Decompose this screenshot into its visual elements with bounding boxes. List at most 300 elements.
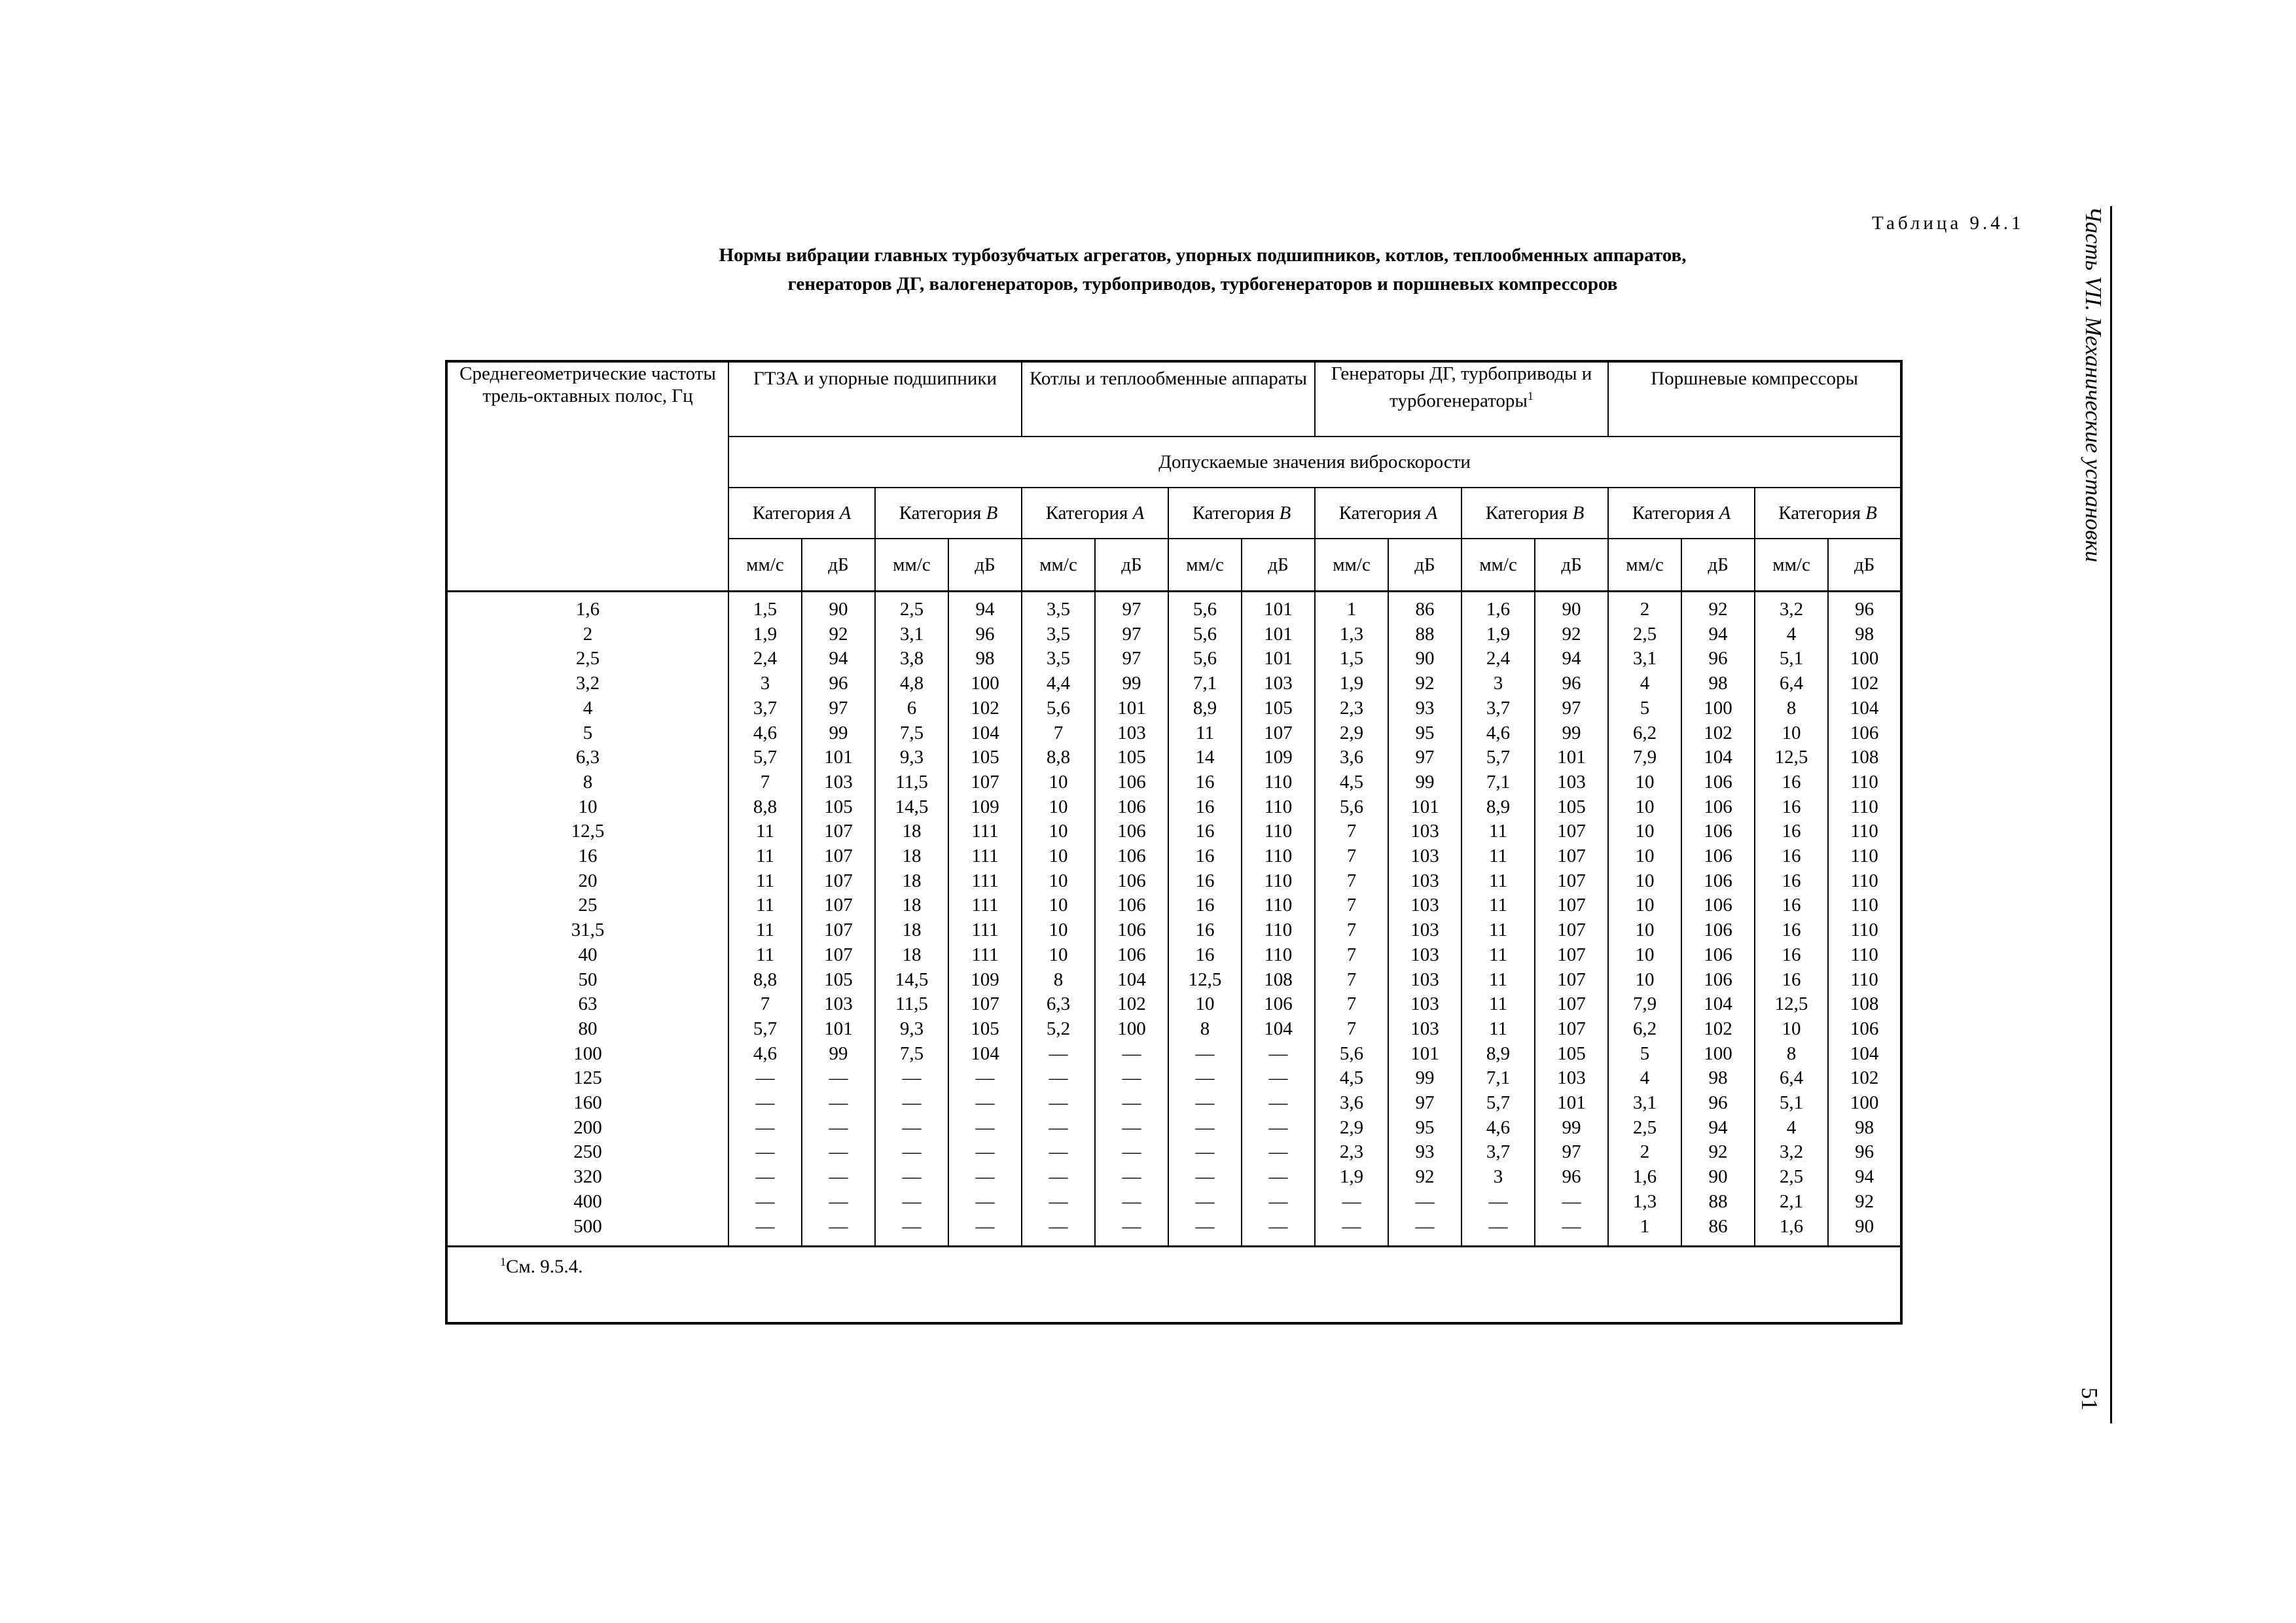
table-body — [446, 592, 1901, 1247]
frequency-cell: 12,5 — [446, 819, 728, 844]
table-row — [446, 1215, 1901, 1247]
value-cell: 18 — [875, 943, 948, 968]
value-cell: — — [1168, 1165, 1242, 1190]
unit-header: мм/с — [1608, 539, 1681, 592]
unit-header: дБ — [1242, 539, 1315, 592]
unit-header: мм/с — [875, 539, 948, 592]
category-header: Категория A — [1315, 488, 1462, 539]
value-cell: 109 — [948, 968, 1022, 993]
value-cell: 102 — [948, 696, 1022, 721]
table-title — [452, 241, 1954, 298]
value-cell: — — [1022, 1165, 1095, 1190]
value-cell: 11 — [1462, 893, 1535, 918]
header-row-groups — [446, 361, 1901, 437]
value-cell: 92 — [1681, 1140, 1755, 1165]
frequency-cell: 31,5 — [446, 918, 728, 943]
value-cell: — — [875, 1116, 948, 1141]
table-row — [446, 1042, 1901, 1067]
value-cell: 104 — [948, 721, 1022, 746]
value-cell: — — [1315, 1190, 1388, 1215]
value-cell: — — [802, 1215, 875, 1247]
value-cell: 12,5 — [1755, 992, 1828, 1017]
value-cell: 7,1 — [1462, 770, 1535, 795]
table-row — [446, 721, 1901, 746]
value-cell: 4,6 — [728, 721, 802, 746]
frequency-cell: 4 — [446, 696, 728, 721]
value-cell: 2,3 — [1315, 696, 1388, 721]
value-cell: 104 — [948, 1042, 1022, 1067]
value-cell: 16 — [1168, 844, 1242, 869]
value-cell: 100 — [1828, 647, 1901, 671]
value-cell: 3,7 — [728, 696, 802, 721]
value-cell: — — [728, 1091, 802, 1116]
value-cell: 5,7 — [1462, 745, 1535, 770]
value-cell: 90 — [1828, 1215, 1901, 1247]
value-cell: 6,2 — [1608, 721, 1681, 746]
value-cell: 94 — [802, 647, 875, 671]
value-cell: 5,6 — [1022, 696, 1095, 721]
value-cell: 10 — [1022, 844, 1095, 869]
value-cell: — — [1022, 1066, 1095, 1091]
value-cell: 92 — [802, 622, 875, 647]
value-cell: 106 — [1828, 1017, 1901, 1042]
value-cell: — — [1022, 1190, 1095, 1215]
value-cell: — — [948, 1190, 1022, 1215]
value-cell: 107 — [1535, 819, 1608, 844]
value-cell: 8,9 — [1462, 795, 1535, 820]
value-cell: 5,7 — [728, 745, 802, 770]
value-cell: 101 — [1388, 1042, 1462, 1067]
unit-header: мм/с — [1315, 539, 1388, 592]
value-cell: 96 — [1535, 671, 1608, 696]
value-cell: 93 — [1388, 1140, 1462, 1165]
value-cell: 10 — [1022, 869, 1095, 894]
frequency-cell: 100 — [446, 1042, 728, 1067]
value-cell: 2,5 — [1608, 1116, 1681, 1141]
value-cell: 107 — [1242, 721, 1315, 746]
value-cell: 103 — [1388, 918, 1462, 943]
value-cell: 107 — [802, 869, 875, 894]
value-cell: — — [1095, 1140, 1168, 1165]
value-cell: 110 — [1242, 918, 1315, 943]
value-cell: 96 — [1681, 647, 1755, 671]
value-cell: 8 — [1168, 1017, 1242, 1042]
value-cell: 106 — [1681, 770, 1755, 795]
value-cell: 110 — [1242, 893, 1315, 918]
table-row — [446, 745, 1901, 770]
value-cell: 10 — [1022, 893, 1095, 918]
value-cell: 101 — [1242, 647, 1315, 671]
margin-rule — [2110, 206, 2112, 1423]
value-cell: 1,9 — [1315, 671, 1388, 696]
value-cell: 1,9 — [728, 622, 802, 647]
value-cell: 10 — [1608, 918, 1681, 943]
value-cell: 1,5 — [1315, 647, 1388, 671]
table-row — [446, 1091, 1901, 1116]
value-cell: 6,4 — [1755, 1066, 1828, 1091]
value-cell: 16 — [1168, 770, 1242, 795]
table-row — [446, 1165, 1901, 1190]
value-cell: 103 — [1388, 844, 1462, 869]
value-cell: 1,3 — [1315, 622, 1388, 647]
value-cell: 7,1 — [1462, 1066, 1535, 1091]
value-cell: 111 — [948, 844, 1022, 869]
value-cell: 2,4 — [1462, 647, 1535, 671]
value-cell: 100 — [1681, 1042, 1755, 1067]
value-cell: — — [1242, 1116, 1315, 1141]
value-cell: 103 — [1242, 671, 1315, 696]
value-cell: 5,6 — [1168, 622, 1242, 647]
table-row — [446, 671, 1901, 696]
value-cell: 11,5 — [875, 992, 948, 1017]
category-header: Категория A — [1022, 488, 1168, 539]
value-cell: 108 — [1242, 968, 1315, 993]
value-cell: 11 — [1462, 1017, 1535, 1042]
value-cell: 99 — [1535, 721, 1608, 746]
value-cell: 97 — [1095, 592, 1168, 622]
value-cell: 10 — [1608, 795, 1681, 820]
value-cell: 99 — [1388, 770, 1462, 795]
value-cell: 111 — [948, 918, 1022, 943]
value-cell: — — [1095, 1165, 1168, 1190]
value-cell: 105 — [1242, 696, 1315, 721]
value-cell: 1,3 — [1608, 1190, 1681, 1215]
value-cell: 99 — [1535, 1116, 1608, 1141]
value-cell: 107 — [1535, 844, 1608, 869]
value-cell: 7,9 — [1608, 992, 1681, 1017]
value-cell: 11 — [728, 819, 802, 844]
value-cell: 10 — [1608, 943, 1681, 968]
value-cell: 105 — [802, 795, 875, 820]
value-cell: 11 — [1462, 943, 1535, 968]
value-cell: — — [728, 1165, 802, 1190]
value-cell: 3,1 — [1608, 1091, 1681, 1116]
value-cell: 97 — [802, 696, 875, 721]
group-header: ГТЗА и упорные подшипники — [728, 361, 1022, 437]
value-cell: 7 — [728, 992, 802, 1017]
value-cell: — — [875, 1190, 948, 1215]
value-cell: — — [1462, 1215, 1535, 1247]
value-cell: 16 — [1168, 918, 1242, 943]
vibration-norms-table — [445, 360, 1903, 1325]
value-cell: 103 — [1535, 770, 1608, 795]
frequency-cell: 20 — [446, 869, 728, 894]
value-cell: 4 — [1755, 1116, 1828, 1141]
value-cell: 90 — [1388, 647, 1462, 671]
value-cell: 2,5 — [875, 592, 948, 622]
value-cell: 7 — [1315, 1017, 1388, 1042]
table-row — [446, 1116, 1901, 1141]
category-header: Категория B — [875, 488, 1022, 539]
value-cell: 98 — [1681, 1066, 1755, 1091]
frequency-cell: 40 — [446, 943, 728, 968]
value-cell: — — [728, 1140, 802, 1165]
value-cell: 6 — [875, 696, 948, 721]
value-cell: 16 — [1755, 943, 1828, 968]
table-row — [446, 1140, 1901, 1165]
table-row — [446, 844, 1901, 869]
value-cell: 110 — [1242, 943, 1315, 968]
value-cell: 2 — [1608, 592, 1681, 622]
value-cell: 101 — [1242, 622, 1315, 647]
value-cell: 5 — [1608, 696, 1681, 721]
unit-header: мм/с — [1462, 539, 1535, 592]
value-cell: 5,2 — [1022, 1017, 1095, 1042]
value-cell: 5,1 — [1755, 647, 1828, 671]
value-cell: 86 — [1681, 1215, 1755, 1247]
table-row — [446, 992, 1901, 1017]
value-cell: — — [1315, 1215, 1388, 1247]
table-row — [446, 592, 1901, 622]
value-cell: 102 — [1828, 1066, 1901, 1091]
value-cell: 1,9 — [1315, 1165, 1388, 1190]
value-cell: 10 — [1022, 819, 1095, 844]
value-cell: 2,5 — [1608, 622, 1681, 647]
value-cell: 7 — [1315, 918, 1388, 943]
value-cell: 110 — [1828, 893, 1901, 918]
value-cell: 97 — [1535, 1140, 1608, 1165]
value-cell: 11 — [1462, 869, 1535, 894]
value-cell: 107 — [802, 918, 875, 943]
table-row — [446, 968, 1901, 993]
value-cell: — — [1242, 1140, 1315, 1165]
value-cell: 4,6 — [728, 1042, 802, 1067]
value-cell: 106 — [1681, 869, 1755, 894]
value-cell: — — [802, 1091, 875, 1116]
value-cell: — — [1388, 1215, 1462, 1247]
table-row — [446, 1190, 1901, 1215]
value-cell: 110 — [1242, 819, 1315, 844]
value-cell: 96 — [1681, 1091, 1755, 1116]
value-cell: 7 — [1315, 893, 1388, 918]
value-cell: 12,5 — [1168, 968, 1242, 993]
value-cell: 10 — [1608, 819, 1681, 844]
value-cell: 102 — [1828, 671, 1901, 696]
value-cell: 11 — [728, 869, 802, 894]
unit-header: дБ — [1535, 539, 1608, 592]
category-header: Категория B — [1168, 488, 1315, 539]
value-cell: 103 — [1388, 869, 1462, 894]
value-cell: — — [802, 1165, 875, 1190]
value-cell: 14,5 — [875, 968, 948, 993]
table-row — [446, 696, 1901, 721]
value-cell: 90 — [1681, 1165, 1755, 1190]
value-cell: 3,2 — [1755, 592, 1828, 622]
value-cell: — — [948, 1116, 1022, 1141]
value-cell: 94 — [1681, 622, 1755, 647]
value-cell: — — [1168, 1042, 1242, 1067]
value-cell: — — [875, 1165, 948, 1190]
value-cell: — — [948, 1066, 1022, 1091]
value-cell: — — [728, 1116, 802, 1141]
value-cell: — — [1095, 1215, 1168, 1247]
value-cell: 107 — [1535, 968, 1608, 993]
value-cell: 92 — [1535, 622, 1608, 647]
value-cell: 94 — [1535, 647, 1608, 671]
value-cell: 9,3 — [875, 745, 948, 770]
unit-header: дБ — [948, 539, 1022, 592]
page-number: 51 — [2077, 1387, 2102, 1410]
value-cell: 99 — [802, 1042, 875, 1067]
value-cell: 109 — [948, 795, 1022, 820]
value-cell: 16 — [1755, 795, 1828, 820]
allowed-values-header: Допускаемые значения виброскорости — [728, 437, 1901, 488]
value-cell: 1,6 — [1608, 1165, 1681, 1190]
value-cell: 88 — [1681, 1190, 1755, 1215]
unit-header: дБ — [1095, 539, 1168, 592]
value-cell: 101 — [1095, 696, 1168, 721]
value-cell: 3,2 — [1755, 1140, 1828, 1165]
frequency-cell: 400 — [446, 1190, 728, 1215]
value-cell: 10 — [1608, 869, 1681, 894]
value-cell: 104 — [1095, 968, 1168, 993]
value-cell: 5,1 — [1755, 1091, 1828, 1116]
value-cell: 102 — [1681, 721, 1755, 746]
value-cell: 11 — [1462, 844, 1535, 869]
value-cell: 104 — [1828, 1042, 1901, 1067]
value-cell: 11 — [1168, 721, 1242, 746]
value-cell: 6,2 — [1608, 1017, 1681, 1042]
value-cell: — — [802, 1190, 875, 1215]
value-cell: 110 — [1242, 869, 1315, 894]
value-cell: 98 — [1681, 671, 1755, 696]
value-cell: 107 — [1535, 992, 1608, 1017]
value-cell: 106 — [1095, 918, 1168, 943]
frequency-column-header: Среднегеометрические частоты трель-октавных полос, Гц — [446, 361, 728, 592]
value-cell: — — [1242, 1091, 1315, 1116]
value-cell: 12,5 — [1755, 745, 1828, 770]
value-cell: 94 — [1681, 1116, 1755, 1141]
table-row — [446, 647, 1901, 671]
value-cell: 107 — [802, 844, 875, 869]
value-cell: 111 — [948, 943, 1022, 968]
frequency-cell: 2,5 — [446, 647, 728, 671]
value-cell: 103 — [1388, 968, 1462, 993]
value-cell: 1 — [1608, 1215, 1681, 1247]
value-cell: — — [1242, 1042, 1315, 1067]
value-cell: 1 — [1315, 592, 1388, 622]
value-cell: — — [948, 1091, 1022, 1116]
footnote-row — [446, 1247, 1901, 1324]
frequency-cell: 10 — [446, 795, 728, 820]
value-cell: 103 — [802, 770, 875, 795]
value-cell: 16 — [1168, 795, 1242, 820]
value-cell: 18 — [875, 819, 948, 844]
value-cell: 2 — [1608, 1140, 1681, 1165]
value-cell: 106 — [1095, 819, 1168, 844]
value-cell: 7 — [1315, 968, 1388, 993]
value-cell: 104 — [1681, 745, 1755, 770]
unit-header: дБ — [1388, 539, 1462, 592]
frequency-cell: 320 — [446, 1165, 728, 1190]
value-cell: 16 — [1755, 893, 1828, 918]
value-cell: 96 — [1535, 1165, 1608, 1190]
value-cell: 5,6 — [1168, 647, 1242, 671]
value-cell: 106 — [1681, 819, 1755, 844]
value-cell: 14,5 — [875, 795, 948, 820]
value-cell: — — [1462, 1190, 1535, 1215]
value-cell: 103 — [1388, 893, 1462, 918]
table-row — [446, 622, 1901, 647]
value-cell: 11 — [728, 943, 802, 968]
value-cell: 111 — [948, 819, 1022, 844]
value-cell: 93 — [1388, 696, 1462, 721]
unit-header: дБ — [802, 539, 875, 592]
category-header: Категория B — [1462, 488, 1608, 539]
value-cell: 107 — [1535, 1017, 1608, 1042]
group-header: Поршневые компрессоры — [1608, 361, 1901, 437]
value-cell: 4,6 — [1462, 721, 1535, 746]
frequency-cell: 8 — [446, 770, 728, 795]
value-cell: 5 — [1608, 1042, 1681, 1067]
value-cell: 107 — [802, 893, 875, 918]
value-cell: 16 — [1755, 770, 1828, 795]
value-cell: 4 — [1755, 622, 1828, 647]
value-cell: 2,9 — [1315, 721, 1388, 746]
value-cell: — — [728, 1215, 802, 1247]
value-cell: 4,4 — [1022, 671, 1095, 696]
frequency-cell: 1,6 — [446, 592, 728, 622]
value-cell: 88 — [1388, 622, 1462, 647]
value-cell: 106 — [1095, 943, 1168, 968]
value-cell: 11 — [728, 918, 802, 943]
value-cell: 10 — [1608, 844, 1681, 869]
value-cell: — — [1095, 1091, 1168, 1116]
frequency-cell: 2 — [446, 622, 728, 647]
value-cell: 106 — [1095, 869, 1168, 894]
value-cell: 16 — [1168, 819, 1242, 844]
value-cell: 7 — [1315, 943, 1388, 968]
value-cell: 6,3 — [1022, 992, 1095, 1017]
value-cell: 103 — [1535, 1066, 1608, 1091]
value-cell: 18 — [875, 918, 948, 943]
value-cell: 99 — [1388, 1066, 1462, 1091]
value-cell: 101 — [1535, 745, 1608, 770]
table-row — [446, 819, 1901, 844]
value-cell: 106 — [1681, 968, 1755, 993]
table-row — [446, 795, 1901, 820]
value-cell: 18 — [875, 844, 948, 869]
value-cell: — — [1095, 1066, 1168, 1091]
value-cell: 98 — [1828, 622, 1901, 647]
table-number: Таблица 9.4.1 — [1872, 213, 2024, 234]
value-cell: 16 — [1755, 844, 1828, 869]
value-cell: 6,4 — [1755, 671, 1828, 696]
value-cell: 5,6 — [1315, 1042, 1388, 1067]
unit-header: дБ — [1828, 539, 1901, 592]
value-cell: — — [1168, 1215, 1242, 1247]
value-cell: — — [802, 1066, 875, 1091]
value-cell: 106 — [1242, 992, 1315, 1017]
value-cell: 7,5 — [875, 1042, 948, 1067]
value-cell: — — [1022, 1215, 1095, 1247]
value-cell: — — [1095, 1116, 1168, 1141]
value-cell: 3,1 — [1608, 647, 1681, 671]
value-cell: 10 — [1168, 992, 1242, 1017]
value-cell: 14 — [1168, 745, 1242, 770]
value-cell: 106 — [1681, 943, 1755, 968]
value-cell: 96 — [802, 671, 875, 696]
value-cell: 16 — [1168, 943, 1242, 968]
value-cell: 106 — [1828, 721, 1901, 746]
value-cell: — — [1242, 1165, 1315, 1190]
value-cell: 8 — [1022, 968, 1095, 993]
value-cell: — — [1168, 1091, 1242, 1116]
value-cell: 107 — [802, 819, 875, 844]
value-cell: 16 — [1755, 819, 1828, 844]
value-cell: 103 — [1388, 992, 1462, 1017]
value-cell: 92 — [1388, 671, 1462, 696]
